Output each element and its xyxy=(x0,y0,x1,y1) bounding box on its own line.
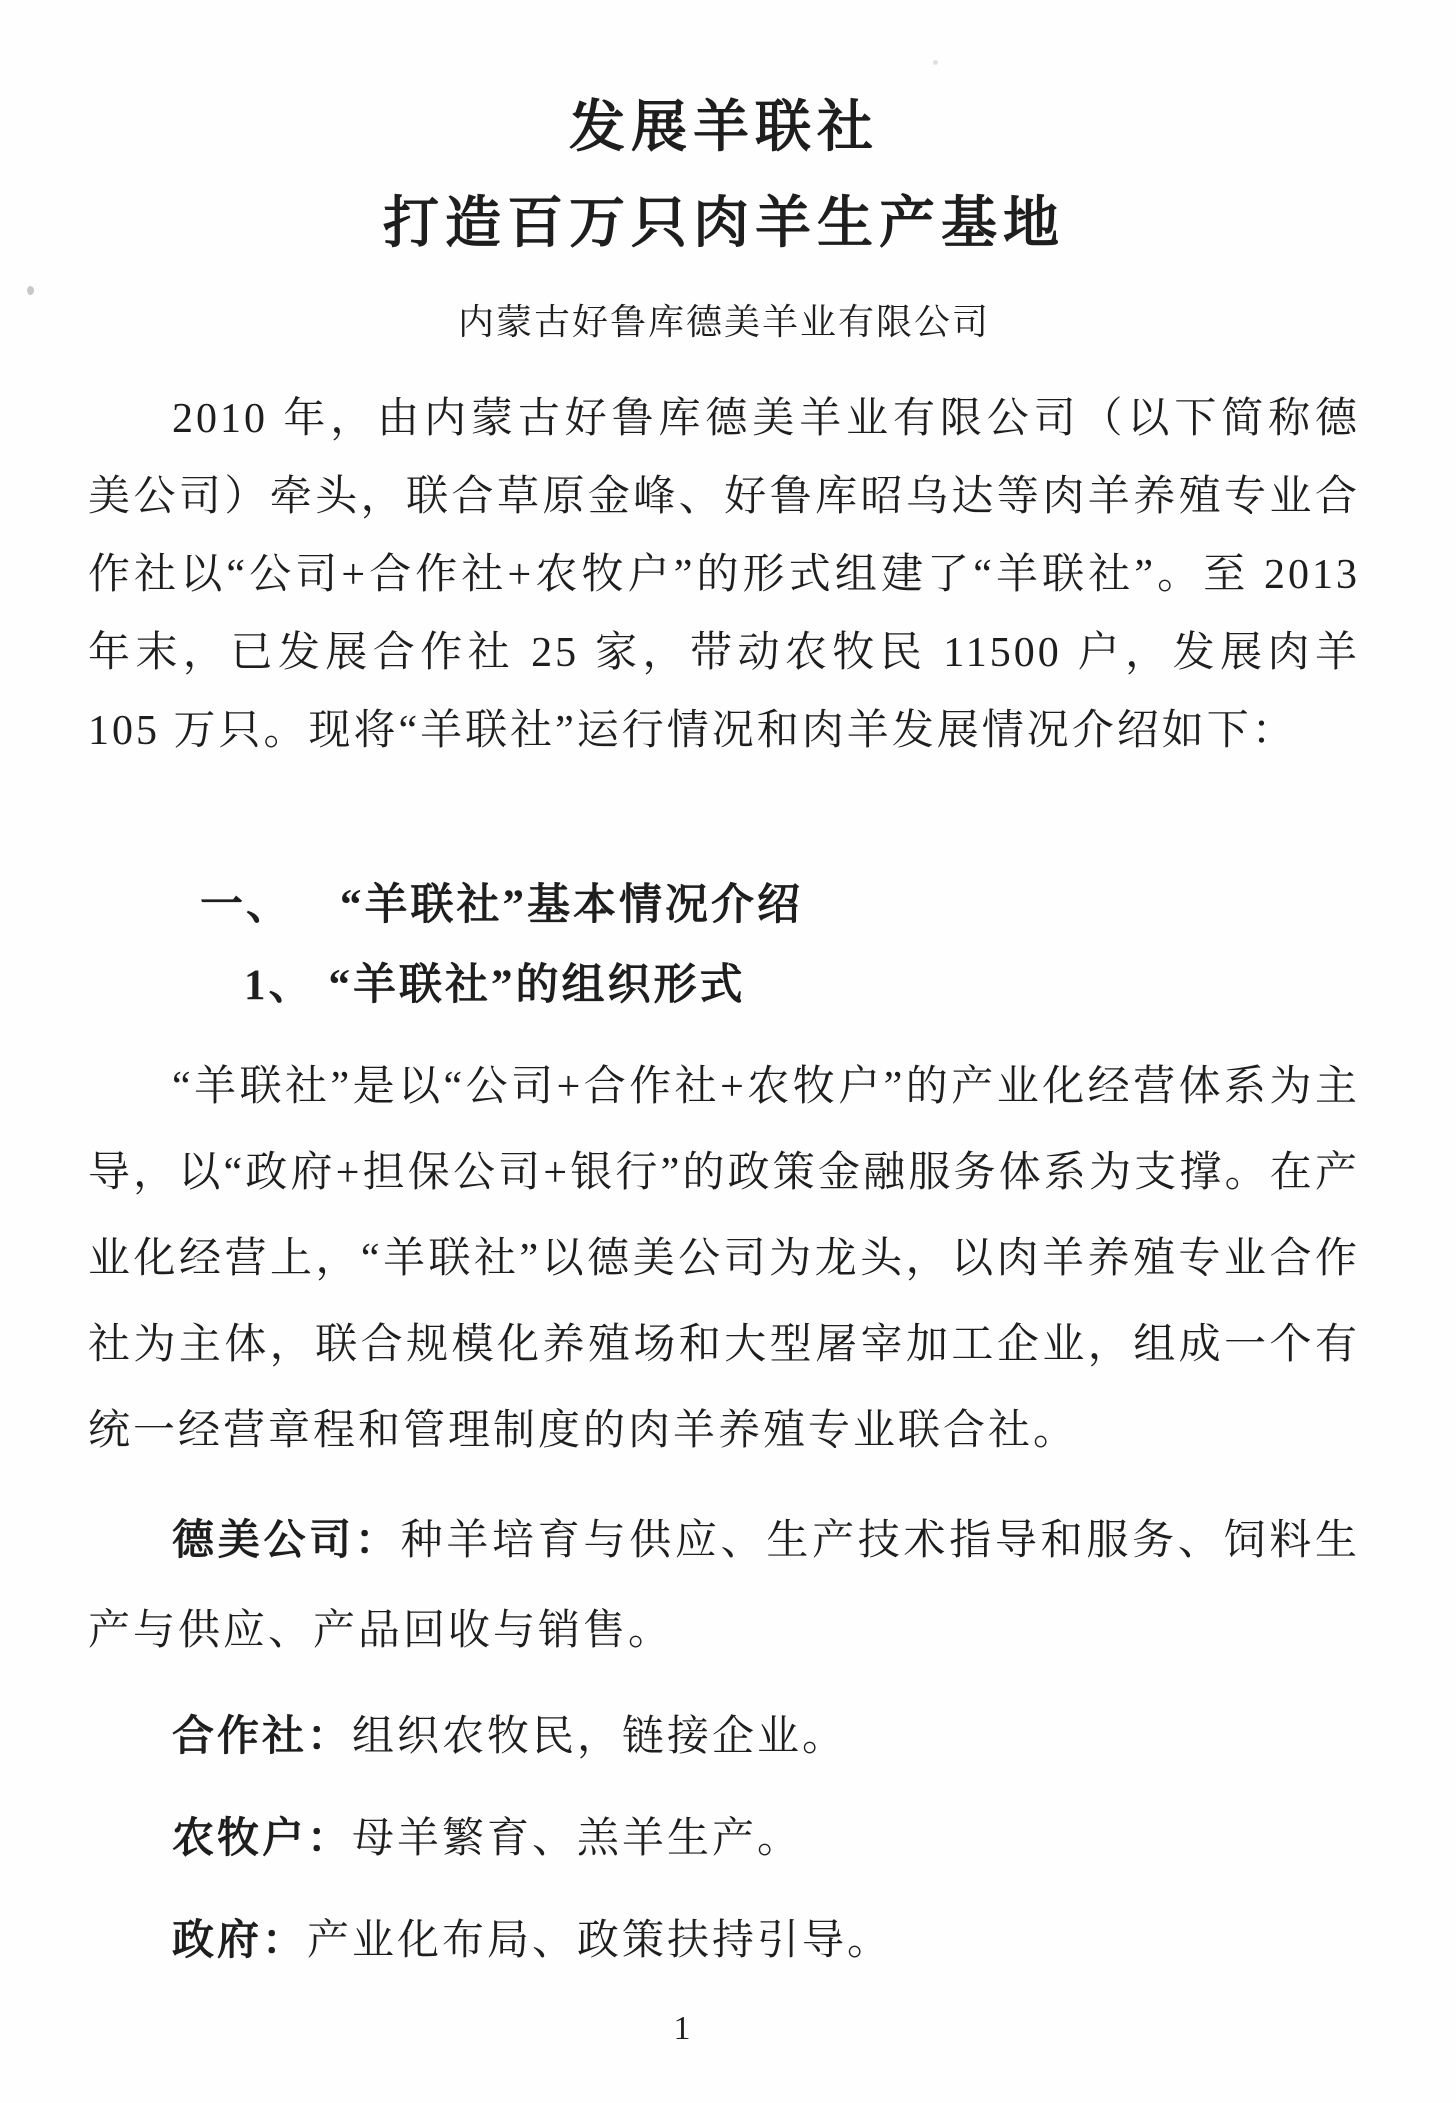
section-body-paragraph: “羊联社”是以“公司+合作社+农牧户”的产业化经营体系为主导，以“政府+担保公司+银行”的政策金融服务体系为支撑。在产业化经营上，“羊联社”以德美公司为龙头，以肉羊养殖专业合作社为主体，联合规模化养殖场和大型屠宰加工企业，组成一个有统一经营章程和管理制度的肉羊养殖专业联合社。 xyxy=(88,1064,1360,1454)
role-paragraph-government xyxy=(88,1896,1360,1986)
intro-paragraph: 2010 年，由内蒙古好鲁库德美羊业有限公司（以下简称德美公司）牵头，联合草原金峰、好鲁库昭乌达等肉羊养殖专业合作社以“公司+合作社+农牧户”的形式组建了“羊联社”。至 2013 年末，已发展合作社 25 家，带动农牧民 11500 户，发展肉羊 105 万只。现将“羊联社”运行情况和肉羊发展情况介绍如下： xyxy=(88,396,1360,754)
subsection-number: 1、 xyxy=(244,962,315,1009)
page-number: 1 xyxy=(673,2010,691,2047)
scan-speck xyxy=(933,60,938,65)
section-number: 一、 xyxy=(200,882,292,929)
section-title: “羊联社”基本情况介绍 xyxy=(340,882,803,929)
role-text: 母羊繁育、羔羊生产。 xyxy=(352,1816,803,1862)
document-title-line1: 发展羊联社 xyxy=(569,97,879,159)
role-label: 政府： xyxy=(172,1918,308,1964)
section-heading xyxy=(88,866,1360,946)
subsection-title: “羊联社”的组织形式 xyxy=(328,962,746,1009)
role-label: 合作社： xyxy=(172,1714,353,1760)
role-text: 组织农牧民，链接企业。 xyxy=(352,1714,848,1760)
subsection-heading xyxy=(88,946,1360,1026)
scan-speck xyxy=(27,286,34,295)
role-label: 农牧户： xyxy=(172,1816,353,1862)
document-subtitle: 内蒙古好鲁库德美羊业有限公司 xyxy=(457,302,990,342)
role-text: 种羊培育与供应、生产技术指导和服务、饲料生产与供应、产品回收与销售。 xyxy=(88,1518,1360,1654)
role-paragraph-demei xyxy=(88,1496,1360,1676)
role-text: 产业化布局、政策扶持引导。 xyxy=(307,1918,893,1964)
document-title-line2: 打造百万只肉羊生产基地 xyxy=(383,193,1065,255)
role-paragraph-herder xyxy=(88,1794,1360,1884)
role-label: 德美公司： xyxy=(172,1518,401,1564)
role-paragraph-cooperative xyxy=(88,1692,1360,1782)
